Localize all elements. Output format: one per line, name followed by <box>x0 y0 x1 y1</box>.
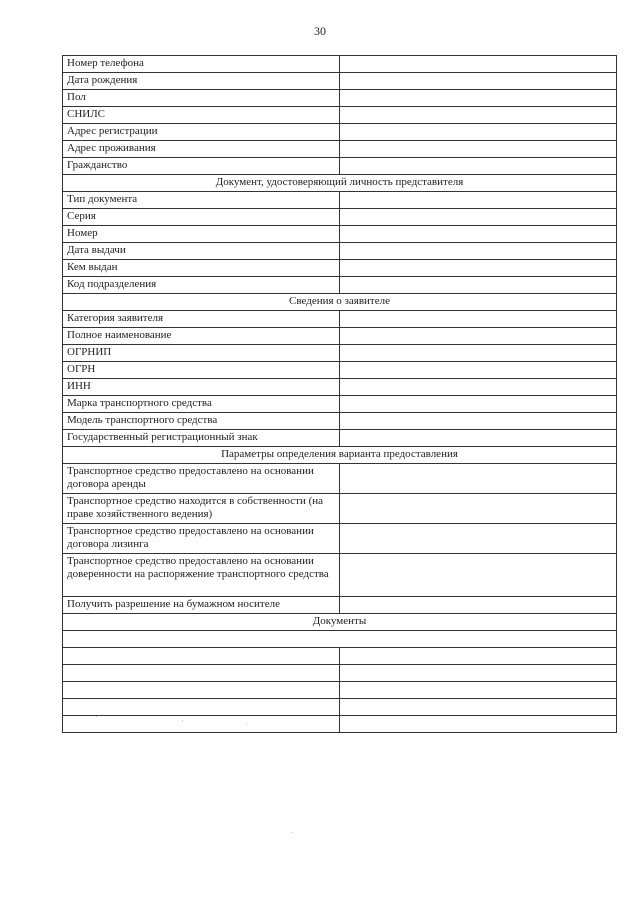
document-row <box>63 682 617 699</box>
section-title-parameters: Параметры определения варианта предоставления <box>63 447 617 464</box>
table-row <box>63 209 617 226</box>
table-row <box>63 192 617 209</box>
table-row <box>63 554 617 597</box>
documents-spacer-cell <box>63 631 617 648</box>
field-value-paper-permit[interactable] <box>340 597 617 614</box>
field-value-department-code[interactable] <box>340 277 617 294</box>
field-value-inn[interactable] <box>340 379 617 396</box>
field-label-issue-date: Дата выдачи <box>63 243 340 260</box>
page-number: 30 <box>314 24 326 38</box>
document-value-cell[interactable] <box>340 716 617 733</box>
field-label-citizenship: Гражданство <box>63 158 340 175</box>
table-row <box>63 631 617 648</box>
field-value-vehicle-model[interactable] <box>340 413 617 430</box>
field-value-phone[interactable] <box>340 56 617 73</box>
scan-speck <box>96 716 97 717</box>
field-label-issued-by: Кем выдан <box>63 260 340 277</box>
document-row <box>63 665 617 682</box>
field-value-issue-date[interactable] <box>340 243 617 260</box>
document-name-cell[interactable] <box>63 716 340 733</box>
field-value-ownership[interactable] <box>340 494 617 524</box>
field-value-registration-plate[interactable] <box>340 430 617 447</box>
field-value-sex[interactable] <box>340 90 617 107</box>
document-value-cell[interactable] <box>340 699 617 716</box>
table-row <box>63 124 617 141</box>
table-row <box>63 597 617 614</box>
field-value-lease-agreement[interactable] <box>340 464 617 494</box>
table-row <box>63 260 617 277</box>
field-value-ogrnip[interactable] <box>340 345 617 362</box>
document-row <box>63 699 617 716</box>
table-row <box>63 158 617 175</box>
section-title-applicant: Сведения о заявителе <box>63 294 617 311</box>
field-value-snils[interactable] <box>340 107 617 124</box>
table-row <box>63 396 617 413</box>
field-label-sex: Пол <box>63 90 340 107</box>
field-label-ownership: Транспортное средство находится в собственности (на праве хозяйственного ведения) <box>63 494 340 524</box>
table-row <box>63 73 617 90</box>
field-label-applicant-category: Категория заявителя <box>63 311 340 328</box>
document-value-cell[interactable] <box>340 648 617 665</box>
field-label-full-name: Полное наименование <box>63 328 340 345</box>
field-value-residence-address[interactable] <box>340 141 617 158</box>
table-row <box>63 243 617 260</box>
field-label-snils: СНИЛС <box>63 107 340 124</box>
table-row <box>63 277 617 294</box>
field-label-paper-permit: Получить разрешение на бумажном носителе <box>63 597 340 614</box>
document-name-cell[interactable] <box>63 699 340 716</box>
section-header-row <box>63 294 617 311</box>
document-name-cell[interactable] <box>63 648 340 665</box>
document-row <box>63 648 617 665</box>
section-header-row <box>63 175 617 192</box>
field-value-ogrn[interactable] <box>340 362 617 379</box>
field-value-vehicle-make[interactable] <box>340 396 617 413</box>
table-row <box>63 464 617 494</box>
field-label-power-of-attorney: Транспортное средство предоставлено на основании доверенности на распоряжение транспортного средства <box>63 554 340 597</box>
field-label-registration-plate: Государственный регистрационный знак <box>63 430 340 447</box>
table-row <box>63 328 617 345</box>
field-value-document-type[interactable] <box>340 192 617 209</box>
table-row <box>63 107 617 124</box>
field-label-number: Номер <box>63 226 340 243</box>
field-label-ogrn: ОГРН <box>63 362 340 379</box>
table-row <box>63 56 617 73</box>
table-row <box>63 141 617 158</box>
field-label-leasing-agreement: Транспортное средство предоставлено на основании договора лизинга <box>63 524 340 554</box>
field-label-lease-agreement: Транспортное средство предоставлено на основании договора аренды <box>63 464 340 494</box>
field-label-series: Серия <box>63 209 340 226</box>
field-value-applicant-category[interactable] <box>340 311 617 328</box>
field-value-leasing-agreement[interactable] <box>340 524 617 554</box>
field-label-department-code: Код подразделения <box>63 277 340 294</box>
field-value-series[interactable] <box>340 209 617 226</box>
field-label-document-type: Тип документа <box>63 192 340 209</box>
field-label-vehicle-make: Марка транспортного средства <box>63 396 340 413</box>
field-value-power-of-attorney[interactable] <box>340 554 617 597</box>
table-row <box>63 345 617 362</box>
table-row <box>63 524 617 554</box>
document-name-cell[interactable] <box>63 665 340 682</box>
scan-speck <box>246 724 247 725</box>
field-label-ogrnip: ОГРНИП <box>63 345 340 362</box>
field-value-issued-by[interactable] <box>340 260 617 277</box>
scan-speck <box>182 720 183 721</box>
field-label-birth-date: Дата рождения <box>63 73 340 90</box>
table-row <box>63 430 617 447</box>
field-value-full-name[interactable] <box>340 328 617 345</box>
scan-speck <box>292 832 293 833</box>
section-header-row <box>63 447 617 464</box>
section-title-documents: Документы <box>63 614 617 631</box>
table-row <box>63 90 617 107</box>
table-row <box>63 311 617 328</box>
document-row <box>63 716 617 733</box>
table-row <box>63 226 617 243</box>
field-label-phone: Номер телефона <box>63 56 340 73</box>
field-label-vehicle-model: Модель транспортного средства <box>63 413 340 430</box>
table-row <box>63 379 617 396</box>
section-header-row <box>63 614 617 631</box>
table-row <box>63 362 617 379</box>
application-form-table <box>62 55 617 733</box>
field-label-residence-address: Адрес проживания <box>63 141 340 158</box>
table-row <box>63 413 617 430</box>
field-value-number[interactable] <box>340 226 617 243</box>
document-value-cell[interactable] <box>340 682 617 699</box>
field-value-birth-date[interactable] <box>340 73 617 90</box>
document-name-cell[interactable] <box>63 682 340 699</box>
table-row <box>63 494 617 524</box>
field-label-inn: ИНН <box>63 379 340 396</box>
document-value-cell[interactable] <box>340 665 617 682</box>
field-label-registration-address: Адрес регистрации <box>63 124 340 141</box>
field-value-registration-address[interactable] <box>340 124 617 141</box>
section-title-representative-document: Документ, удостоверяющий личность представителя <box>63 175 617 192</box>
field-value-citizenship[interactable] <box>340 158 617 175</box>
